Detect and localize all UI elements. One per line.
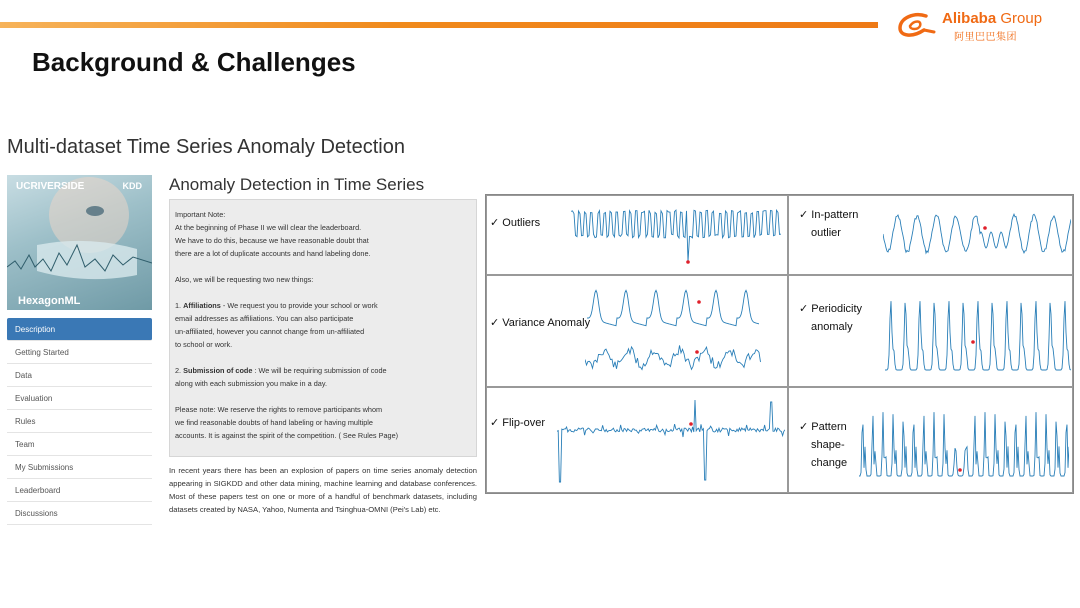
banner-org: HexagonML <box>18 295 81 307</box>
note-line: there are a lot of duplicate accounts and hand labeling done. <box>175 249 371 258</box>
note-line: Please note: We reserve the rights to remove participants whom <box>175 405 383 414</box>
label-line: ✓ Pattern <box>799 421 847 433</box>
label-line: outlier <box>811 227 841 239</box>
note-heading: Important Note: <box>175 210 226 219</box>
cell-periodicity <box>788 275 1073 387</box>
series-line <box>557 400 785 482</box>
panel-title: Anomaly Detection in Time Series <box>169 175 425 194</box>
series-line <box>571 210 781 262</box>
note-paragraph-1 <box>175 221 471 260</box>
series-line <box>859 412 1069 476</box>
anomaly-marker <box>695 350 699 354</box>
cell-variance <box>486 275 788 387</box>
anomaly-marker <box>697 300 701 304</box>
competition-nav <box>7 318 152 525</box>
banner-kdd: KDD <box>122 181 142 191</box>
label-line: change <box>811 457 848 469</box>
cell-pattern-shape <box>788 387 1073 493</box>
label-variance: ✓ Variance Anomaly <box>490 317 591 329</box>
note-line: to school or work. <box>175 340 233 349</box>
nav-item-getting-started[interactable]: Getting Started <box>7 341 152 364</box>
label-line: shape- <box>811 439 845 451</box>
series-line <box>585 345 761 369</box>
label-outliers: ✓ Outliers <box>490 217 541 229</box>
banner-university: UCRIVERSIDE <box>16 181 85 192</box>
note-submission <box>175 364 471 390</box>
note-line: we find reasonable doubts of hand labeling or having multiple <box>175 418 373 427</box>
competition-title: Multi-dataset Time Series Anomaly Detection <box>7 136 405 158</box>
in-pattern-waveform <box>883 200 1071 266</box>
anomaly-marker <box>971 340 975 344</box>
logo-chinese: 阿里巴巴集团 <box>954 32 1017 43</box>
variance-waveform-bottom <box>585 340 761 380</box>
note-line: At the beginning of Phase II we will clear the leaderboard. <box>175 223 362 232</box>
label-line: anomaly <box>811 321 853 333</box>
nav-item-team[interactable]: Team <box>7 433 152 456</box>
cell-flipover <box>486 387 788 493</box>
pattern-shape-waveform <box>859 402 1069 486</box>
anomaly-types-grid <box>485 194 1074 494</box>
banner-face-image <box>7 175 152 310</box>
competition-banner <box>7 175 152 310</box>
orange-header-bar <box>0 22 878 28</box>
note-line: We have to do this, because we have reasonable doubt that <box>175 236 369 245</box>
label-flipover: ✓ Flip-over <box>490 417 546 429</box>
competition-description: In recent years there has been an explosion of papers on time series anomaly detection appearing in SIGKDD and other data mining, machine learning and database conferences. Most of these papers test on one or more of a handful of benchmark datasets, including datasets created by NASA, Yahoo, Numenta and Tsinghua-OMNI (Pei's Lab) etc. <box>169 466 477 514</box>
outliers-waveform <box>571 204 781 268</box>
label-in-pattern <box>799 206 858 242</box>
flipover-waveform <box>557 396 785 488</box>
slide-title: Background & Challenges <box>32 47 356 77</box>
anomaly-marker <box>983 226 987 230</box>
note-line: 1. Affiliations - We request you to provide your school or work <box>175 301 378 310</box>
cell-outliers <box>486 195 788 275</box>
series-line <box>885 301 1071 370</box>
periodicity-waveform <box>885 290 1071 380</box>
series-line <box>883 214 1071 253</box>
alibaba-logo <box>896 8 1072 42</box>
variance-waveform-top <box>587 278 759 332</box>
label-pattern-shape <box>799 418 847 472</box>
nav-item-rules[interactable]: Rules <box>7 410 152 433</box>
note-line: email addresses as affiliations. You can also participate <box>175 314 354 323</box>
note-line: along with each submission you make in a day. <box>175 379 327 388</box>
nav-item-discussions[interactable]: Discussions <box>7 502 152 525</box>
label-line: ✓ In-pattern <box>799 209 859 221</box>
cell-in-pattern <box>788 195 1073 275</box>
anomaly-marker <box>958 468 962 472</box>
label-periodicity <box>799 300 862 336</box>
nav-item-data[interactable]: Data <box>7 364 152 387</box>
note-line: 2. Submission of code : We will be requiring submission of code <box>175 366 387 375</box>
nav-item-leaderboard[interactable]: Leaderboard <box>7 479 152 502</box>
nav-item-description[interactable]: Description <box>7 318 152 341</box>
note-paragraph-2: Also, we will be requesting two new things: <box>175 275 314 284</box>
series-line <box>587 290 759 325</box>
note-line: un-affiliated, however you cannot change from un-affiliated <box>175 327 365 336</box>
note-line: accounts. It is against the spirit of the competition. ( See Rules Page) <box>175 431 399 440</box>
nav-item-my-submissions[interactable]: My Submissions <box>7 456 152 479</box>
note-please <box>175 403 471 442</box>
important-note-box <box>169 199 477 457</box>
nav-item-evaluation[interactable]: Evaluation <box>7 387 152 410</box>
logo-wordmark: Alibaba Group <box>942 10 1043 27</box>
anomaly-marker <box>686 260 690 264</box>
alibaba-logo-icon <box>896 10 938 40</box>
note-affiliations <box>175 299 471 351</box>
anomaly-marker <box>689 422 693 426</box>
label-line: ✓ Periodicity <box>799 303 863 315</box>
